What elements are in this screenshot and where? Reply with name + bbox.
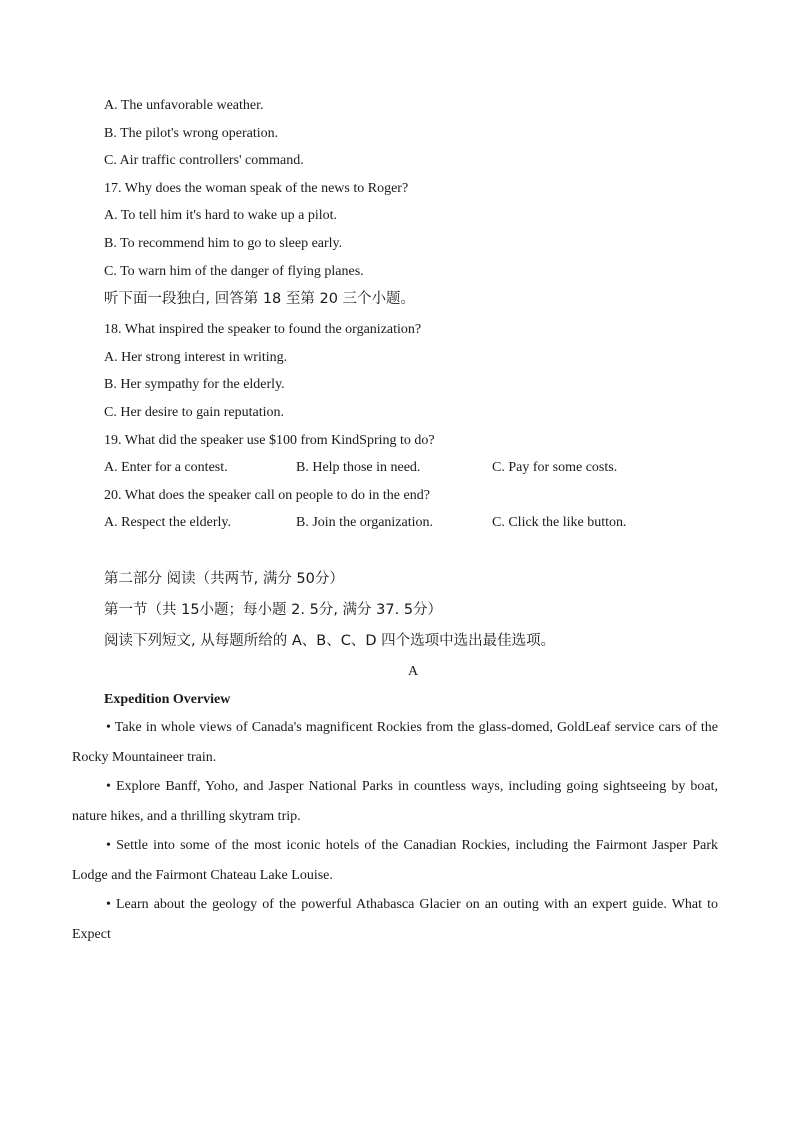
q18-option-a: A. Her strong interest in writing. xyxy=(104,350,288,365)
q17-option-b: B. To recommend him to go to sleep early. xyxy=(104,236,343,251)
q17-question: 17. Why does the woman speak of the news to Roger? xyxy=(104,181,409,196)
part2-heading: 第二部分 阅读（共两节, 满分 50分） xyxy=(104,571,344,587)
q17-option-a: A. To tell him it's hard to wake up a pilot. xyxy=(104,208,338,223)
monologue-instruction: 听下面一段独白, 回答第 18 至第 20 三个小题。 xyxy=(104,291,416,307)
q19-option-b: B. Help those in need. xyxy=(296,460,421,475)
q18-option-c: C. Her desire to gain reputation. xyxy=(104,405,285,420)
q20-question: 20. What does the speaker call on people to do in the end? xyxy=(104,488,430,503)
q19-option-c: C. Pay for some costs. xyxy=(492,460,618,475)
passage-bullet: • Take in whole views of Canada's magnificent Rockies from the glass-domed, GoldLeaf service cars of the Rocky Mountaineer train. xyxy=(72,720,718,765)
q19-question: 19. What did the speaker use $100 from KindSpring to do? xyxy=(104,433,435,448)
passage-letter: A xyxy=(407,664,419,679)
q16-option-a: A. The unfavorable weather. xyxy=(104,98,264,113)
q20-option-a: A. Respect the elderly. xyxy=(104,515,231,530)
passage-title: Expedition Overview xyxy=(104,692,231,707)
q18-option-b: B. Her sympathy for the elderly. xyxy=(104,377,285,392)
part2-instruction: 阅读下列短文, 从每题所给的 A、B、C、D 四个选项中选出最佳选项。 xyxy=(104,633,556,649)
passage-body xyxy=(72,713,718,949)
part2-section1-heading: 第一节（共 15小题；每小题 2. 5分, 满分 37. 5分） xyxy=(104,602,443,618)
passage-bullet: • Settle into some of the most iconic hotels of the Canadian Rockies, including the Fairmont Jasper Park Lodge and the Fairmont Chateau Lake Louise. xyxy=(72,838,718,883)
q16-option-b: B. The pilot's wrong operation. xyxy=(104,126,279,141)
q17-option-c: C. To warn him of the danger of flying planes. xyxy=(104,264,364,279)
q20-option-b: B. Join the organization. xyxy=(296,515,433,530)
passage-bullet: • Learn about the geology of the powerful Athabasca Glacier on an outing with an expert guide. What to Expect xyxy=(72,897,718,942)
q18-question: 18. What inspired the speaker to found the organization? xyxy=(104,322,422,337)
q19-option-a: A. Enter for a contest. xyxy=(104,460,228,475)
q16-option-c: C. Air traffic controllers' command. xyxy=(104,153,304,168)
q20-option-c: C. Click the like button. xyxy=(492,515,627,530)
passage-bullet: • Explore Banff, Yoho, and Jasper National Parks in countless ways, including going sightseeing by boat, nature hikes, and a thrilling skytram trip. xyxy=(72,779,718,824)
